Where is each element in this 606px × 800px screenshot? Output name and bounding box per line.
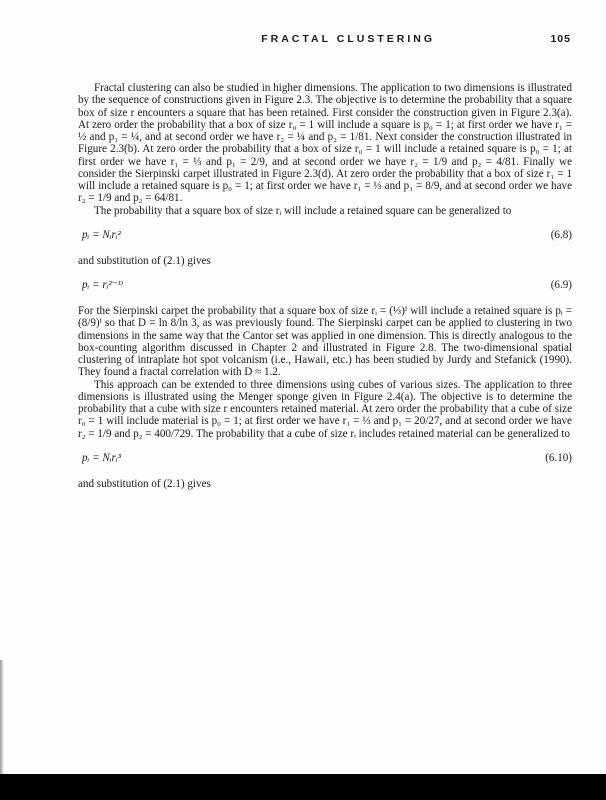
body-text — [78, 82, 572, 490]
paragraph-sierpinski: For the Sierpinski carpet the probability that a square box of size rᵢ = (⅓)ⁱ will include a retained square is pᵢ = (8/9)ⁱ so that D = ln 8/ln 3, as was previously found. The Sierpinski carpet can be applied to clustering in two dimensions in the same way that the Cantor set was applied in one dimension. This is directly analogous to the box-counting algorithm discussed in Chapter 2 and illustrated in Figure 2.8. The two-dimensional spatial clustering of intraplate hot spot volcanism (i.e., Hawaii, etc.) has been studied by Jurdy and Stefanick (1990). They found a fractal correlation with D ≈ 1.2. — [78, 305, 572, 379]
equation-number: (6.10) — [545, 451, 572, 464]
chapter-title: FRACTAL CLUSTERING — [261, 33, 435, 45]
scan-border — [0, 774, 606, 800]
equation-6-9 — [78, 279, 572, 293]
equation-6-8 — [78, 229, 572, 243]
paragraph-intro: Fractal clustering can also be studied in higher dimensions. The application to two dimensions is illustrated by the sequence of constructions given in Figure 2.3. The objective is to determine the probability that a square box of size r encounters a square that has been retained. First consider the construction given in Figure 2.3(a). At zero order the probability that a box of size r₀ = 1 will include a square is p₀ = 1; at first order we have r₁ = ½ and p₁ = ¼, and at second order we have r₂ = ¼ and p₂ = 1/81. Next consider the construction illustrated in Figure 2.3(b). At zero order the probability that a box of size r₀ = 1 will include a retained square is p₀ = 1; at first order we have r₁ = ⅓ and p₁ = 2/9, and at second order we have r₂ = 1/9 and p₂ = 4/81. Finally we consider the Sierpinski carpet illustrated in Figure 2.3(d). At zero order the probability that a box of size r₁ = 1 will include a retained square is p₀ = 1; at first order we have r₁ = ⅓ and p₁ = 8/9, and at second order we have r₂ = 1/9 and p₂ = 64/81. — [78, 82, 572, 205]
scan-shadow — [0, 660, 4, 774]
equation-number: (6.9) — [550, 279, 572, 291]
paragraph-generalize-2d: The probability that a square box of size rᵢ will include a retained square can be generalized to — [94, 204, 512, 217]
paragraph-three-dimensions: This approach can be extended to three dimensions using cubes of various sizes. The application to three dimensions is illustrated using the Menger sponge given in Figure 2.4(a). The objective is to determine the probability that a cube with size r encounters retained material. At zero order the probability that a cube of size r₀ = 1 will include material is p₀ = 1; at first order we have r₁ = ⅓ and p₁ = 20/27, and at second order we have r₂ = 1/9 and p₂ = 400/729. The probability that a cube of size rᵢ includes retained material can be generalized to — [78, 378, 572, 440]
equation-number: (6.8) — [550, 228, 572, 241]
running-head — [76, 31, 571, 47]
equation-text: pᵢ = rᵢ²⁻ᴰ — [82, 279, 123, 291]
paragraph-substitution-2: and substitution of (2.1) gives — [78, 477, 211, 490]
page-number: 105 — [550, 33, 571, 45]
paragraph-substitution-1: and substitution of (2.1) gives — [78, 254, 211, 267]
equation-6-10 — [78, 452, 572, 466]
equation-text: pᵢ = Nᵢrᵢ³ — [82, 451, 121, 464]
equation-text: pᵢ = Nᵢrᵢ² — [82, 228, 121, 241]
